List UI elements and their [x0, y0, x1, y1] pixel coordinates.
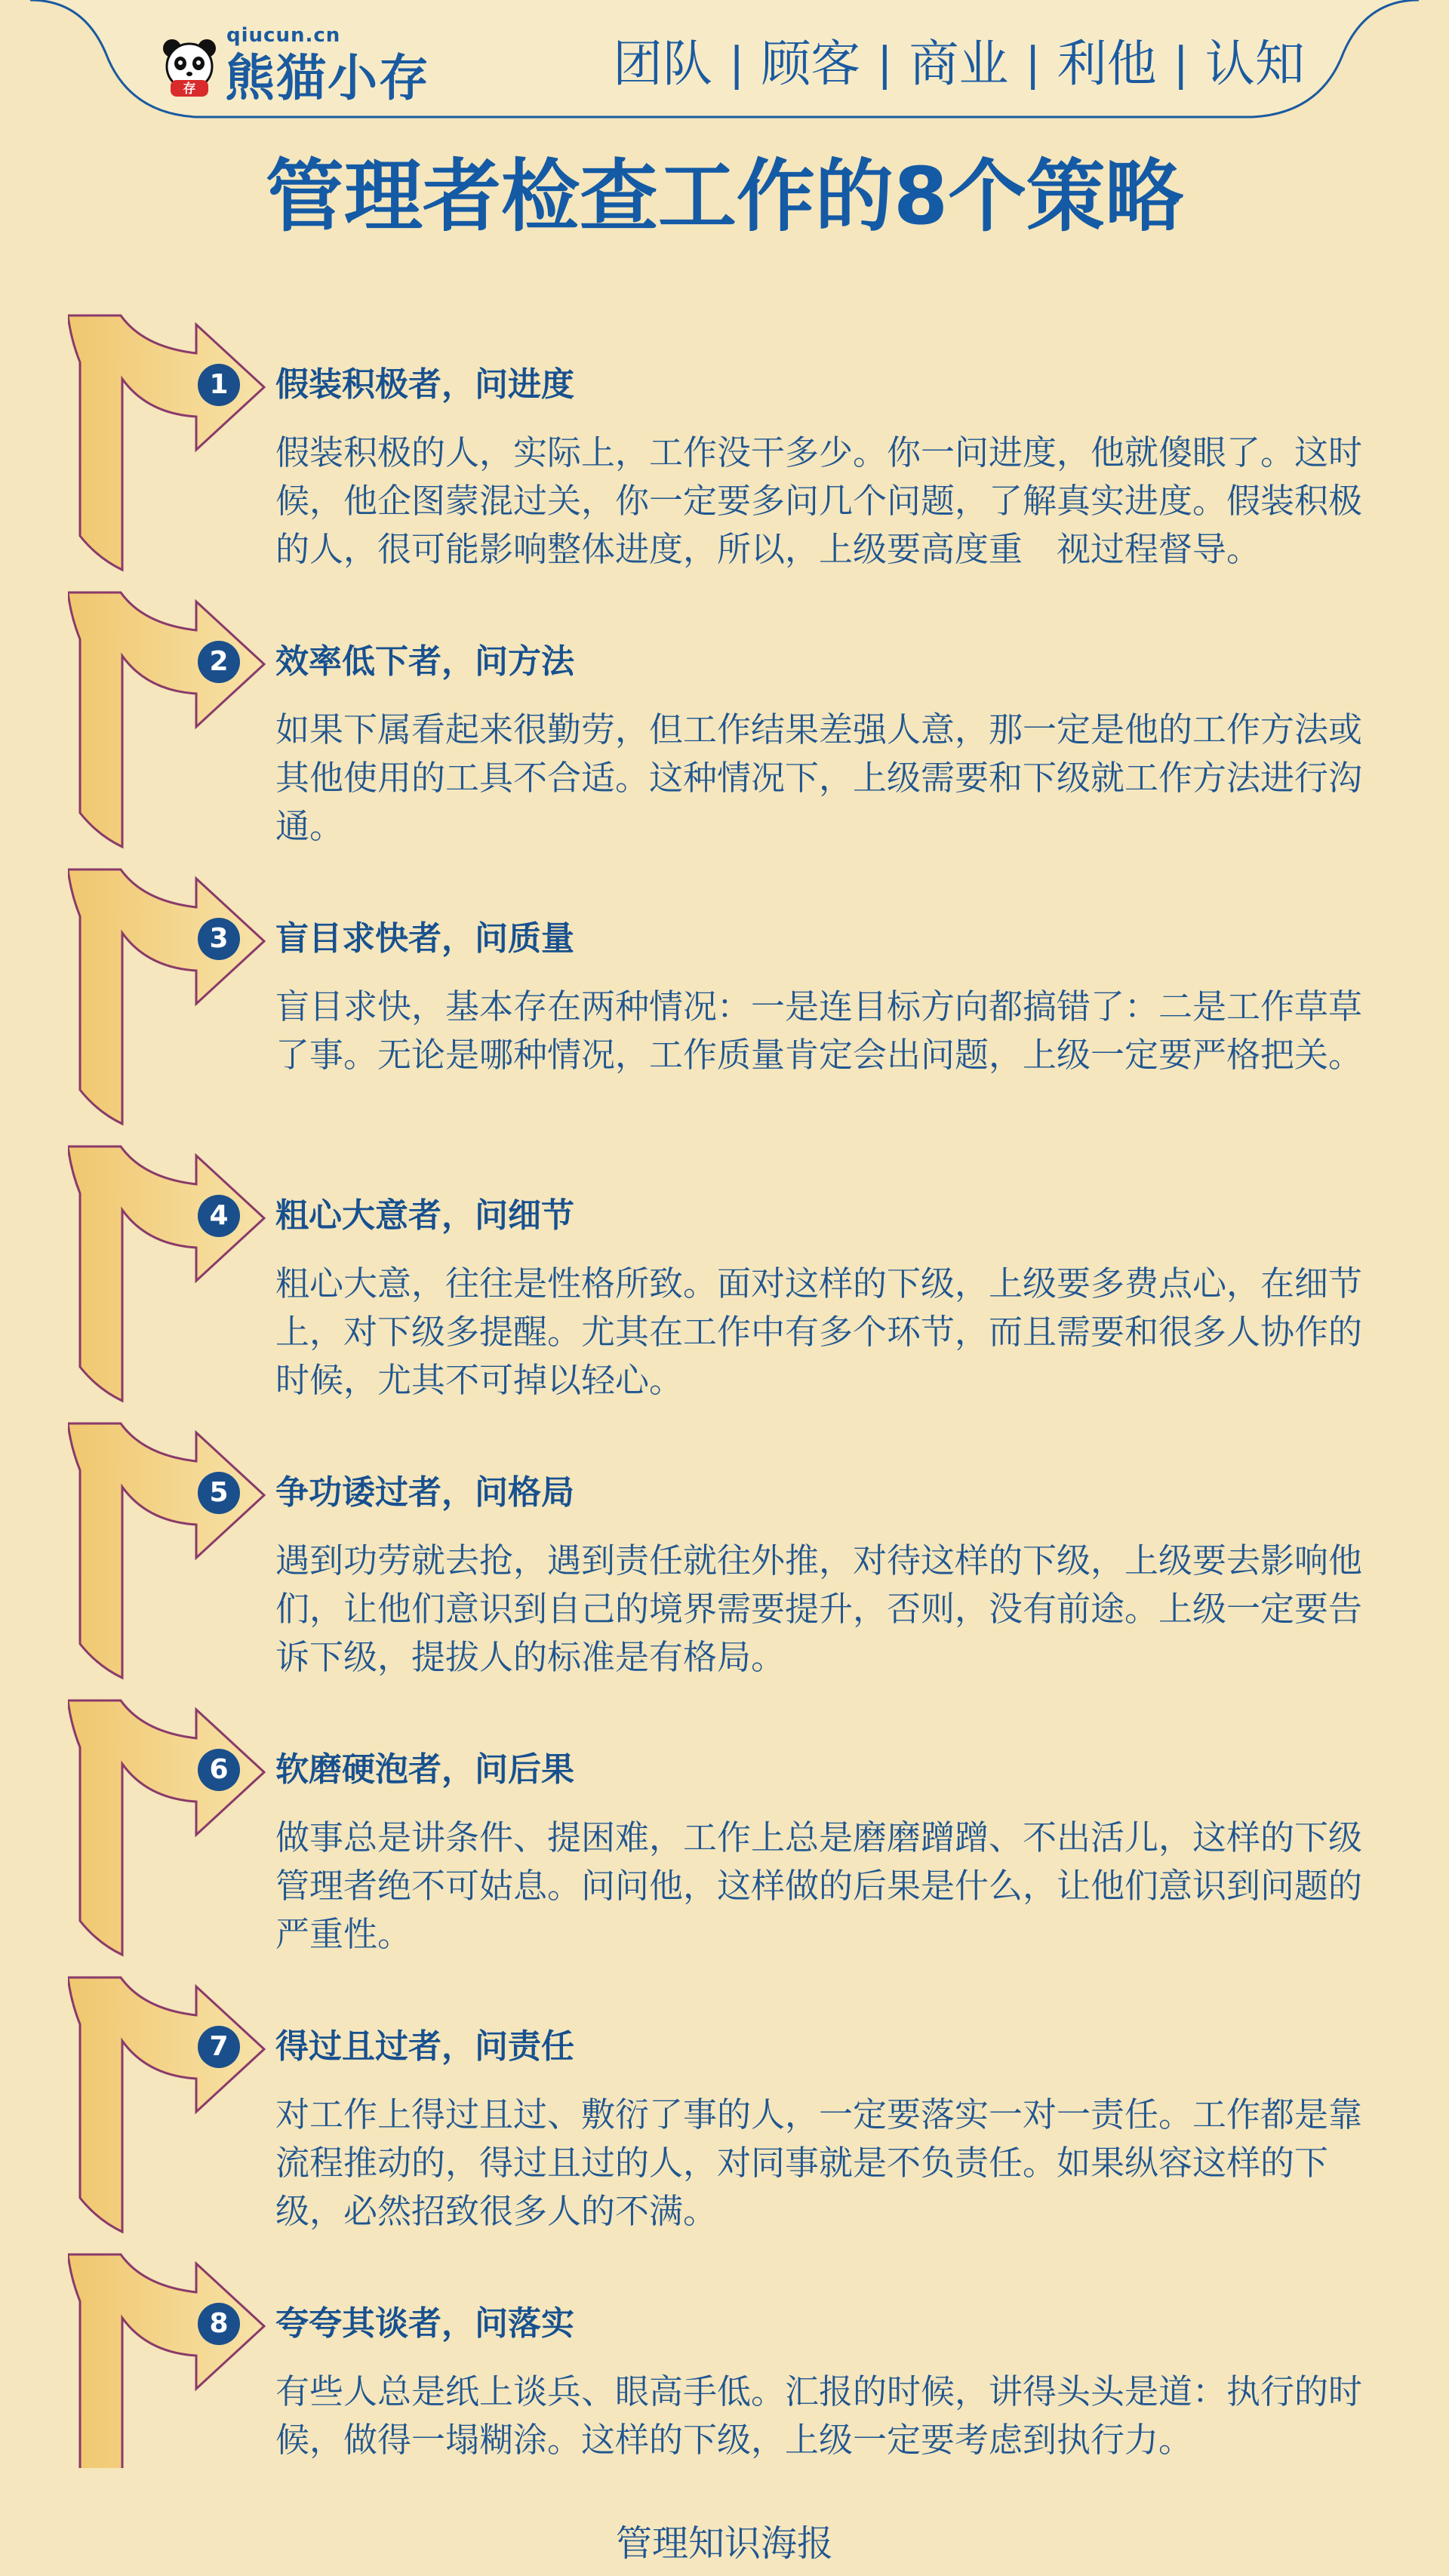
flow-arrows-decoration: [68, 309, 294, 2468]
item-title: 粗心大意者，问细节: [275, 1196, 574, 1235]
item-title: 效率低下者，问方法: [275, 642, 574, 681]
item-title: 夸夸其谈者，问落实: [275, 2304, 574, 2343]
nav-item-business[interactable]: 商业: [909, 35, 1009, 93]
item-body: 遇到功劳就去抢，遇到责任就往外推，对待这样的下级，上级要去影响他们，让他们意识到自己的境界需要提升，否则，没有前途。上级一定要告诉下级，提拔人的标准是有格局。: [275, 1540, 1363, 1677]
nav-item-customer[interactable]: 顾客: [761, 35, 861, 93]
item-body: 做事总是讲条件、提困难，工作上总是磨磨蹭蹭、不出活儿，这样的下级管理者绝不可姑息。问问他，这样做的后果是什么，让他们意识到问题的严重性。: [275, 1817, 1363, 1954]
footer-caption: 管理知识海报: [615, 2522, 833, 2565]
item-title: 盲目求快者，问质量: [275, 919, 574, 958]
number-badge: 2: [198, 641, 240, 683]
number-badge: 7: [198, 2026, 240, 2068]
item-body: 如果下属看起来很勤劳，但工作结果差强人意，那一定是他的工作方法或其他使用的工具不合适。这种情况下，上级需要和下级就工作方法进行沟通。: [275, 709, 1363, 846]
item-body: 对工作上得过且过、敷衍了事的人，一定要落实一对一责任。工作都是靠流程推动的，得过且过的人，对同事就是不负责任。如果纵容这样的下级，必然招致很多人的不满。: [275, 2094, 1363, 2231]
number-badge: 5: [198, 1472, 240, 1514]
flow-arrow-shape: [68, 1700, 264, 1955]
logo[interactable]: [158, 23, 475, 106]
nav-separator: |: [1025, 38, 1041, 91]
number-badge: 8: [198, 2303, 240, 2345]
flow-arrow-shape: [68, 1977, 264, 2232]
nav-separator: |: [877, 38, 893, 91]
nav-separator: |: [729, 38, 745, 91]
item-title: 得过且过者，问责任: [275, 2027, 574, 2066]
logo-brand: 熊猫小存: [225, 49, 430, 107]
flow-arrow-shape: [68, 1423, 264, 1678]
number-badge: 3: [198, 918, 240, 960]
number-badge: 1: [198, 364, 240, 406]
flow-arrow-shape: [68, 315, 264, 570]
nav-item-altruism[interactable]: 利他: [1057, 35, 1157, 93]
item-body: 盲目求快，基本存在两种情况：一是连目标方向都搞错了：二是工作草草了事。无论是哪种情况，工作质量肯定会出问题，上级一定要严格把关。: [275, 986, 1363, 1075]
flow-arrow-shape: [68, 869, 264, 1124]
item-title: 争功诿过者，问格局: [275, 1473, 574, 1512]
nav-item-team[interactable]: 团队: [613, 35, 712, 93]
flow-arrow-shape: [68, 1146, 264, 1401]
number-badge: 4: [198, 1195, 240, 1237]
number-badge: 6: [198, 1749, 240, 1791]
panda-icon: [158, 36, 220, 98]
item-title: 假装积极者，问进度: [275, 365, 574, 404]
top-nav: [596, 30, 1321, 98]
flow-arrow-shape: [68, 2254, 264, 2468]
item-body: 假装积极的人，实际上，工作没干多少。你一问进度，他就傻眼了。这时候，他企图蒙混过关，你一定要多问几个问题，了解真实进度。假装积极的人，很可能影响整体进度，所以，上级要高度重 视过程督导。: [275, 432, 1363, 569]
item-body: 粗心大意，往往是性格所致。面对这样的下级，上级要多费点心，在细节上，对下级多提醒。尤其在工作中有多个环节，而且需要和很多人协作的时候，尤其不可掉以轻心。: [275, 1263, 1363, 1400]
flow-arrow-shape: [68, 592, 264, 847]
logo-domain: qiucun.cn: [226, 24, 341, 47]
panda-badge-text: 存: [183, 82, 196, 97]
item-title: 软磨硬泡者，问后果: [275, 1750, 574, 1789]
nav-item-cognition[interactable]: 认知: [1204, 35, 1305, 93]
page-title: 管理者检查工作的8个策略: [265, 150, 1184, 242]
nav-separator: |: [1173, 38, 1189, 91]
item-body: 有些人总是纸上谈兵、眼高手低。汇报的时候，讲得头头是道：执行的时候，做得一塌糊涂。这样的下级，上级一定要考虑到执行力。: [275, 2371, 1363, 2460]
